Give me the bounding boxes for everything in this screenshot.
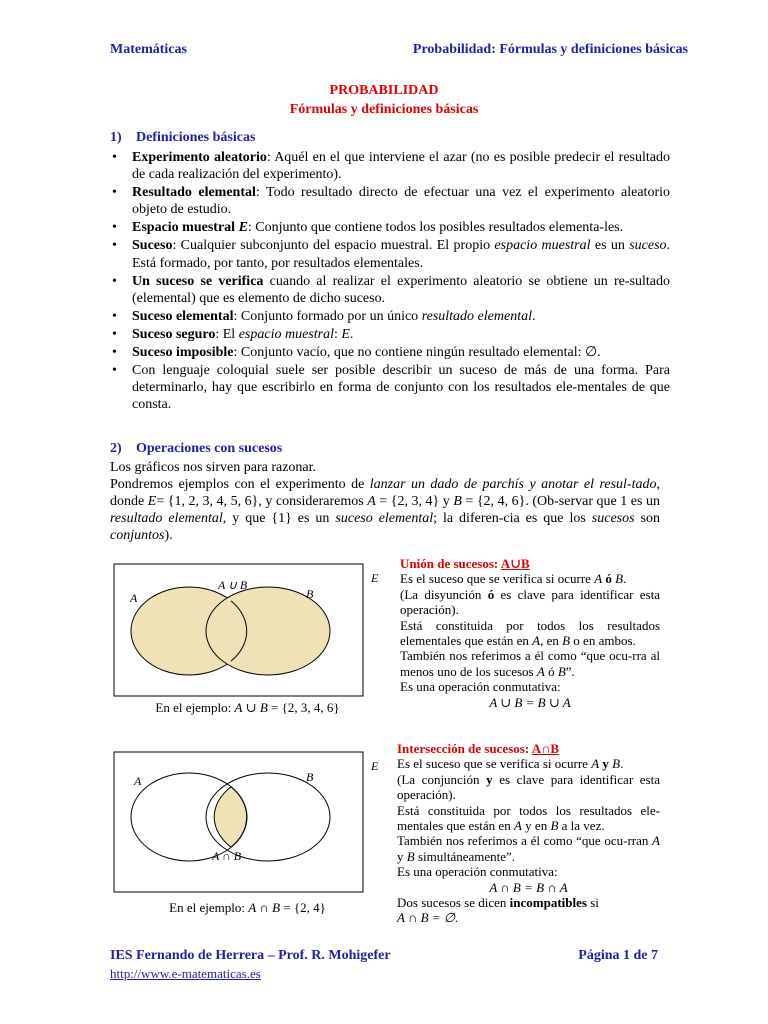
list-item: • Suceso elemental: Conjunto formado por un único resultado elemental. (110, 308, 670, 325)
intersection-title: Intersección de sucesos: A∩B (397, 741, 560, 756)
incompatible-formula: A ∩ B = ∅. (397, 910, 459, 926)
label-a: A (134, 774, 142, 788)
label-e: E (371, 759, 379, 773)
list-item: • Espacio muestral E: Conjunto que contiene todos los posibles resultados elementa-les. (110, 219, 670, 236)
footer-link[interactable]: http://www.e-matematicas.es (110, 966, 261, 981)
list-item: • Suceso: Cualquier subconjunto del espacio muestral. El propio espacio muestral es un suceso. Está formado, por tanto, por resultados elementales. (110, 237, 670, 271)
section-1-title: Definiciones básicas (136, 130, 256, 145)
list-item: • Suceso seguro: El espacio muestral: E. (110, 326, 670, 343)
list-item: • Con lenguaje coloquial suele ser posible describir un suceso de más de una forma. Para determinarlo, hay que escribirlo en forma de conjunto con los resultados ele-mentales de que consta. (110, 362, 670, 413)
intersection-venn-diagram (110, 748, 385, 898)
list-item: • Resultado elemental: Todo resultado directo de efectuar una vez el experimento aleatorio objeto de estudio. (110, 184, 670, 218)
section-2-paragraph: Pondremos ejemplos con el experimento de lanzar un dado de parchís y anotar el resul-tado, donde E= {1, 2, 3, 4, 5, 6}, y consideraremos A = {2, 3, 4} y B = {2, 4, 6}. (Ob-servar que 1 es un resultado elemental, y que {1} es un suceso elemental; la diferen-cia es que los sucesos son conjuntos). (110, 477, 660, 543)
section-2-intro: Los gráficos nos sirven para razonar. (110, 460, 317, 475)
list-item: • Un suceso se verifica cuando al realizar el experimento aleatorio se obtiene un re-sultado (elemental) que es elemento de dicho suceso. (110, 273, 670, 307)
list-item: • Suceso imposible: Conjunto vacío, que no contiene ningún resultado elemental: ∅. (110, 344, 670, 361)
page-title: PROBABILIDAD (329, 83, 439, 98)
section-1-number: 1) (110, 130, 122, 145)
union-example: En el ejemplo: A ∪ B = {2, 3, 4, 6} (155, 700, 340, 715)
page-subtitle: Fórmulas y definiciones básicas (289, 102, 479, 117)
union-title: Unión de sucesos: A∪B (400, 556, 530, 571)
footer-page-number: Página 1 de 7 (578, 948, 658, 963)
section-1-heading (110, 130, 255, 146)
list-item: • Experimento aleatorio: Aquél en el que interviene el azar (no es posible predecir el resultado de cada realización del experimento). (110, 149, 670, 183)
intersection-example: En el ejemplo: A ∩ B = {2, 4} (169, 900, 326, 915)
intersection-formula: A ∩ B = B ∩ A (489, 879, 568, 895)
union-panel: Unión de sucesos: A∪B Es el suceso que se verifica si ocurre A ó B. (La disyunción ó es clave para identificar esta operación). Está constituida por todos los resultados elementales que están en A, en B o en ambos. También nos referimos a él como “que ocu-rra al menos uno de los sucesos A ó B”. Es una operación conmutativa: A ∪ B = B ∪ A (400, 556, 661, 710)
header-right: Probabilidad: Fórmulas y definiciones básicas (412, 42, 688, 57)
section-2-heading (110, 441, 282, 457)
label-intersection: A ∩ B (212, 849, 242, 863)
union-venn-diagram (110, 560, 385, 700)
section-2-number: 2) (110, 441, 122, 456)
label-e: E (371, 571, 379, 585)
footer-left: IES Fernando de Herrera – Prof. R. Mohigefer (110, 948, 391, 963)
label-a: A (130, 591, 138, 605)
section-2-title: Operaciones con sucesos (136, 441, 283, 456)
definitions-list (110, 149, 670, 414)
label-b: B (306, 587, 314, 601)
label-b: B (306, 770, 314, 784)
label-union: A ∪ B (218, 578, 248, 592)
header-left: Matemáticas (110, 42, 187, 57)
intersection-panel: Intersección de sucesos: A∩B Es el suceso que se verifica si ocurre A y B. (La conjunción y es clave para identificar esta operación). Está constituida por todos los resultados ele-mentales que están en A y en B a la vez. También nos referimos a él como “que ocu-rran A y B simultáneamente”. Es una operación conmutativa: A ∩ B = B ∩ A Dos sucesos se dicen incompatibles si A ∩ B = ∅. (397, 741, 660, 926)
union-formula: A ∪ B = B ∪ A (489, 694, 571, 710)
